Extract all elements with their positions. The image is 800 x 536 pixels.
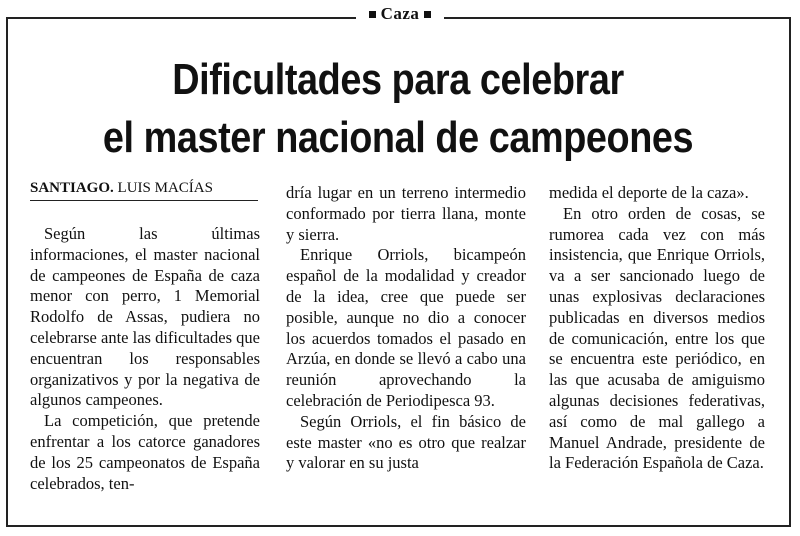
paragraph: dría lugar en un terreno intermedio conformado por tierra llana, monte y sierra.	[286, 183, 526, 244]
paragraph: Según las últimas informaciones, el master nacional de campeones de España de caza menor con perro, 1 Memorial Rodolfo de Assas, pudiera no celebrarse ante las dificultades que encuentran los responsables organizativos y por la negativa de algunos campeones.	[30, 224, 260, 410]
section-label: Caza	[380, 4, 420, 23]
byline-author: LUIS MACÍAS	[117, 180, 213, 196]
column-1	[30, 224, 260, 494]
column-3	[549, 183, 765, 474]
bullet-square-icon	[424, 11, 431, 18]
headline-line-1: Dificultades para celebrar	[172, 55, 624, 104]
byline-place: SANTIAGO.	[30, 180, 114, 196]
byline	[30, 180, 258, 201]
paragraph: La competición, que pretende enfrentar a los catorce ganadores de los 25 campeonatos de España celebrados, ten-	[30, 411, 260, 493]
paragraph: Enrique Orriols, bicampeón español de la modalidad y creador de la idea, cree que puede ser posible, aunque no dio a conocer los acuerdos tomados el pasado en Arzúa, en donde se llevó a cabo una reunión aprovechando la celebración de Periodipesca 93.	[286, 245, 526, 410]
paragraph: medida el deporte de la caza».	[549, 183, 749, 202]
paragraph: En otro orden de cosas, se rumorea cada vez con más insistencia, que Enrique Orriols, va a ser sancionado luego de unas explosivas declaraciones publicadas en diversos medios de comunicación, entre los que se encuentra este periódico, en las que acusaba de amiguismo algunas decisiones federativas, así como de mal gallego a Manuel Andrade, presidente de la Federación Española de Caza.	[549, 203, 765, 473]
bullet-square-icon	[369, 11, 376, 18]
headline-line-2: el master nacional de campeones	[102, 113, 694, 162]
paragraph: Según Orriols, el fin básico de este master «no es otro que realzar y valorar en su justa	[286, 411, 526, 473]
section-header	[0, 4, 800, 24]
column-2	[286, 183, 526, 474]
